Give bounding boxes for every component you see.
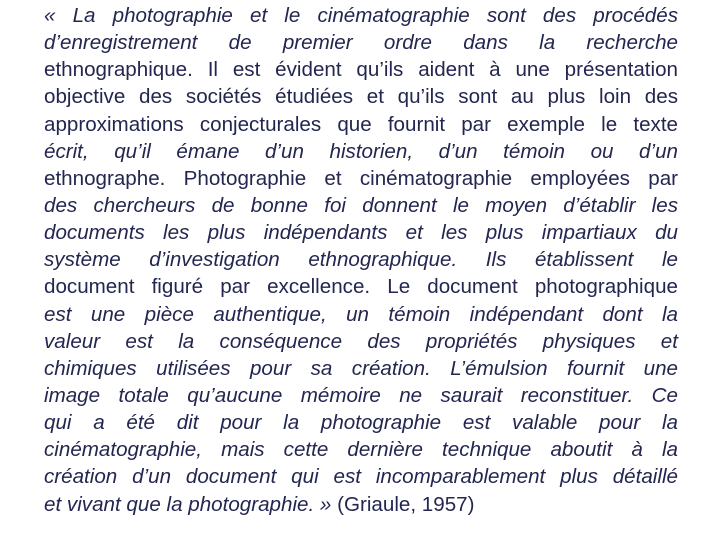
quote-line — [44, 409, 678, 436]
quote-line — [44, 83, 678, 110]
quote-text-italic: image totale qu’aucune mémoire ne saurait reconstituer. Ce — [44, 383, 678, 407]
quote-text-italic: est une pièce authentique, un témoin indépendant dont la — [44, 302, 678, 326]
quote-text: ethnographe. Photographie et cinématographie employées par — [44, 166, 678, 190]
quote-text-italic: système d’investigation ethnographique. Ils établissent le — [44, 248, 678, 272]
quote-text-italic: valeur est la conséquence des propriétés physiques et — [44, 329, 678, 353]
quote-text-italic: création d’un document qui est incomparablement plus détaillé — [44, 465, 678, 489]
quote-text-italic: écrit, qu’il émane d’un historien, d’un témoin ou d’un — [44, 139, 678, 163]
quote-line — [44, 301, 678, 328]
quote-line — [44, 382, 678, 409]
quote-line — [44, 192, 678, 219]
quote-block — [44, 2, 678, 518]
quote-line — [44, 328, 678, 355]
quote-text-italic: d’enregistrement de premier ordre dans la recherche — [44, 31, 678, 55]
quote-line — [44, 246, 678, 273]
quote-text-italic: et vivant que la photographie. » — [44, 492, 332, 516]
quote-text: approximations conjecturales que fournit par exemple le texte — [44, 112, 678, 136]
citation: (Griaule, 1957) — [331, 492, 475, 516]
quote-line — [44, 219, 678, 246]
quote-line — [44, 29, 678, 56]
quote-line — [44, 273, 678, 300]
quote-text: document figuré par excellence. Le document photographique — [44, 275, 678, 299]
quote-text-italic: documents les plus indépendants et les plus impartiaux du — [44, 221, 678, 245]
quote-text-italic: des chercheurs de bonne foi donnent le moyen d’établir les — [44, 193, 678, 217]
quote-line — [44, 138, 678, 165]
quote-text-italic: cinématographie, mais cette dernière technique aboutit à la — [44, 438, 678, 462]
quote-line — [44, 56, 678, 83]
quote-text: objective des sociétés étudiées et qu’ils sont au plus loin des — [44, 85, 678, 109]
quote-text-italic: « La photographie et le cinématographie sont des procédés — [44, 4, 678, 27]
quote-text: ethnographique. Il est évident qu’ils aident à une présentation — [44, 58, 678, 82]
quote-text-italic: chimiques utilisées pour sa création. L’émulsion fournit une — [44, 356, 678, 380]
quote-line — [44, 463, 678, 490]
quote-text-italic: qui a été dit pour la photographie est valable pour la — [44, 411, 678, 435]
quote-line-citation — [44, 491, 678, 518]
quote-line — [44, 165, 678, 192]
quote-line — [44, 2, 678, 29]
quote-line — [44, 436, 678, 463]
quote-line — [44, 111, 678, 138]
quote-line — [44, 355, 678, 382]
